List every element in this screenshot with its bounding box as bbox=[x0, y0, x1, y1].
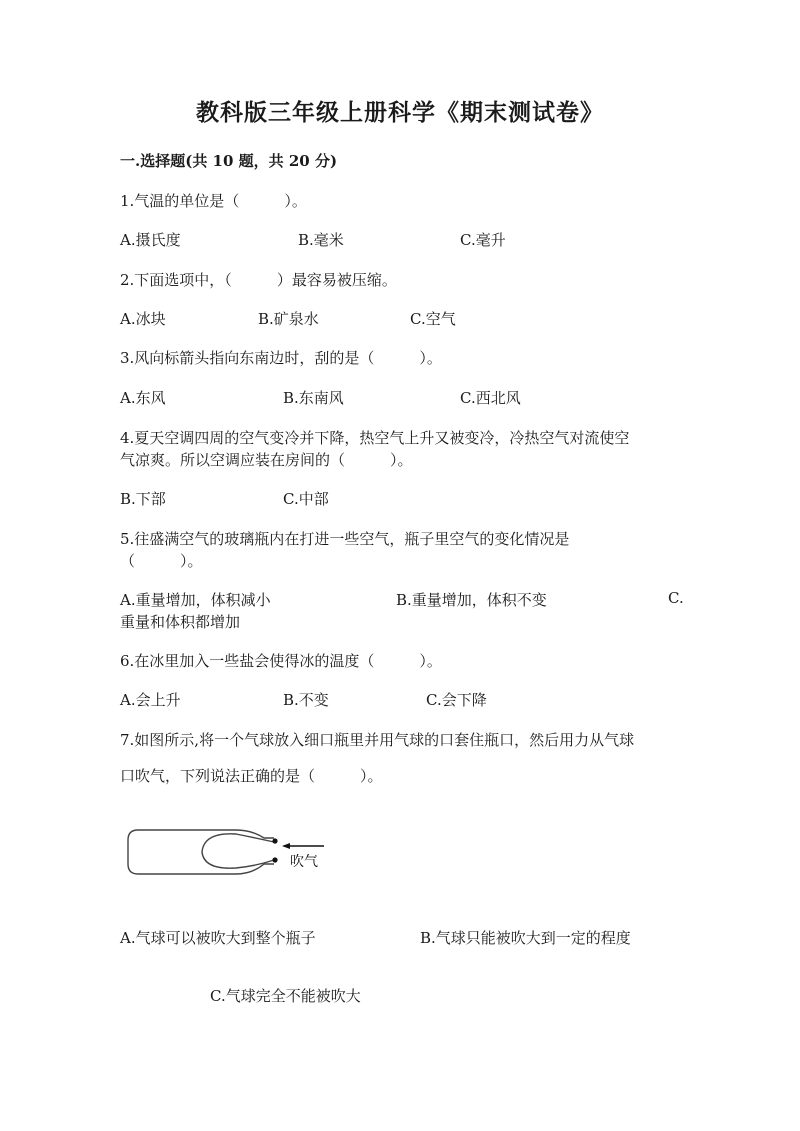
question-1-stem: 1.气温的单位是（ ）。 bbox=[120, 192, 307, 210]
question-6-option-b: B.不变 bbox=[283, 691, 329, 709]
question-7-option-c: C.气球完全不能被吹大 bbox=[210, 987, 361, 1005]
question-1-option-c: C.毫升 bbox=[460, 231, 506, 249]
blow-label: 吹气 bbox=[290, 854, 318, 870]
question-3-option-a: A.东风 bbox=[120, 389, 166, 407]
page-title: 教科版三年级上册科学《期末测试卷》 bbox=[196, 99, 604, 126]
question-3-option-c: C.西北风 bbox=[460, 389, 521, 407]
section-heading: 一.选择题(共 10 题，共 20 分) bbox=[120, 152, 338, 170]
question-2-option-b: B.矿泉水 bbox=[258, 310, 319, 328]
question-5-option-a: A.重量增加，体积减小 bbox=[120, 591, 271, 609]
balloon-mouth-top bbox=[272, 838, 277, 843]
question-7-stem-line-1: 7.如图所示,将一个气球放入细口瓶里并用气球的口套住瓶口，然后用力从气球 bbox=[120, 731, 635, 749]
bottle-balloon-figure bbox=[124, 822, 344, 882]
question-2-stem: 2.下面选项中，（ ）最容易被压缩。 bbox=[120, 271, 397, 289]
question-6-option-a: A.会上升 bbox=[120, 691, 181, 709]
question-2-option-c: C.空气 bbox=[410, 310, 456, 328]
question-7-option-a: A.气球可以被吹大到整个瓶子 bbox=[120, 929, 316, 947]
question-5-stem-line-2: （ ）。 bbox=[120, 552, 203, 570]
question-7-option-b: B.气球只能被吹大到一定的程度 bbox=[420, 929, 631, 947]
question-6-option-c: C.会下降 bbox=[426, 691, 487, 709]
balloon-mouth-bottom bbox=[272, 857, 277, 862]
question-4-option-c: C.中部 bbox=[283, 490, 329, 508]
question-4-stem-line-1: 4.夏天空调四周的空气变冷并下降，热空气上升又被变冷，冷热空气对流使空 bbox=[120, 429, 630, 447]
question-6-stem: 6.在冰里加入一些盐会使得冰的温度（ ）。 bbox=[120, 652, 442, 670]
arrow-head-icon bbox=[282, 843, 290, 849]
balloon-outline bbox=[202, 834, 274, 868]
question-4-stem-line-2: 气凉爽。所以空调应装在房间的（ ）。 bbox=[120, 451, 413, 469]
question-5-option-b: B.重量增加，体积不变 bbox=[396, 591, 547, 609]
question-1-option-a: A.摄氏度 bbox=[120, 231, 181, 249]
question-3-option-b: B.东南风 bbox=[283, 389, 344, 407]
question-5-stem-line-1: 5.往盛满空气的玻璃瓶内在打进一些空气，瓶子里空气的变化情况是 bbox=[120, 530, 570, 548]
question-2-option-a: A.冰块 bbox=[120, 310, 166, 328]
question-1-option-b: B.毫米 bbox=[298, 231, 344, 249]
question-5-option-c-text: 重量和体积都增加 bbox=[120, 613, 241, 631]
question-5-option-c-prefix: C. bbox=[668, 589, 684, 607]
question-4-option-b: B.下部 bbox=[120, 490, 166, 508]
question-3-stem: 3.风向标箭头指向东南边时，刮的是（ ）。 bbox=[120, 349, 442, 367]
question-7-stem-line-2: 口吹气，下列说法正确的是（ ）。 bbox=[120, 767, 383, 785]
